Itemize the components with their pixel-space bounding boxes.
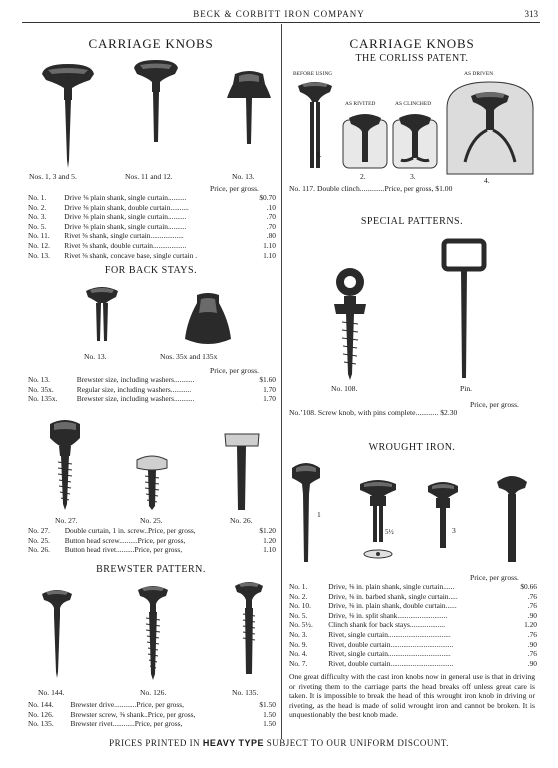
table-row: No. 126. Brewster screw, ⅜ shank..Price, per gross, 1.50: [28, 709, 276, 719]
table-row: No. 1. Drive ⅜ plain shank, single curtain.......... $0.70: [28, 193, 276, 202]
caption-nos-1-3-5: Nos. 1, 3 and 5.: [29, 172, 77, 181]
table-row: No. 5½. Clinch shank for back stays................... 1.20: [289, 620, 537, 630]
caption-no-13: No. 13.: [232, 172, 255, 181]
corliss-as-driven-illustration: [443, 78, 538, 176]
label-as-rivited: AS RIVITED: [345, 101, 376, 107]
knob-27-illustration: [44, 416, 86, 512]
table-row: No. 144. Brewster drive............Price, per gross, $1.50: [28, 700, 276, 709]
table-row: No. 4. Rivet, single curtain.................................. .76: [289, 649, 537, 659]
wrought-fig-label-3: 3: [452, 526, 456, 535]
corliss-patent-heading: THE CORLISS PATENT.: [355, 53, 469, 64]
screw-knob-108-illustration: [328, 264, 372, 382]
table-row: No. 2. Drive, ⅜ in. barbed shank, single curtain..... .76: [289, 591, 537, 601]
wrought-iron-price-list: [289, 582, 537, 668]
table-row: No. 9. Rivet, double curtain.................................. .90: [289, 639, 537, 649]
knob-1-3-5-illustration: [38, 60, 98, 170]
special-patterns-heading: SPECIAL PATTERNS.: [360, 216, 464, 227]
corliss-price-line: No. 117. Double clinch.............Price, per gross, $1.00: [289, 184, 453, 193]
brewster-pattern-heading: BREWSTER PATTERN.: [96, 564, 206, 575]
knob-13-illustration: [225, 68, 273, 148]
wrought-4-illustration: [495, 470, 529, 564]
table-row: No. 135. Brewster rivet............Price, per gross, 1.50: [28, 719, 276, 729]
page-header: [0, 9, 558, 23]
knob-126-illustration: [134, 582, 172, 682]
screw-knob-price-line: No.’108. Screw knob, with pins complete............ $2.30: [289, 408, 458, 417]
label-before-using: BEFORE USING: [293, 71, 333, 77]
table-row: No. 7. Rivet, double curtain.................................. .90: [289, 658, 537, 668]
table-row: No. 13. Brewster size, including washers........... $1.60: [28, 375, 276, 384]
table-row: No. 26. Button head rivet..........Price, per gross, 1.10: [28, 545, 276, 555]
corliss-before-using-illustration: [292, 78, 338, 176]
table-row: No. 13. Rivet ⅜ shank, concave base, single curtain . 1.10: [28, 250, 276, 260]
table-row: No. 3. Drive ⅜ plain shank, single curtain.......... .70: [28, 212, 276, 222]
corliss-number-4: 4.: [484, 176, 490, 185]
wrought-fig-label-5-half: 5½: [385, 528, 394, 536]
price-per-gross-label: Price, per gross.: [470, 400, 519, 409]
caption-nos-11-12: Nos. 11 and 12.: [125, 172, 173, 181]
brewster-price-list: [28, 700, 276, 729]
back-stays-heading: FOR BACK STAYS.: [104, 265, 198, 276]
knob-144-illustration: [38, 586, 76, 682]
corliss-as-rivited-illustration: [341, 108, 389, 170]
header-rule: [22, 22, 540, 23]
table-row: No. 27. Double curtain, 1 in. screw..Price, per gross, $1.20: [28, 526, 276, 535]
backstay-13-illustration: [82, 283, 122, 345]
corliss-number-2: 2.: [360, 172, 366, 181]
screw-knobs-price-list: [28, 526, 276, 555]
table-row: No. 2. Drive ⅜ plain shank, double curtain.......... .10: [28, 202, 276, 212]
knob-25-illustration: [134, 452, 170, 512]
page-number: 313: [524, 9, 538, 19]
knob-11-12-illustration: [131, 58, 181, 148]
caption-pin: Pin.: [460, 384, 473, 393]
caption-no-26: No. 26.: [230, 516, 253, 525]
table-row: No. 12. Rivet ⅜ shank, double curtain.................. 1.10: [28, 240, 276, 250]
price-per-gross-label: Price, per gross.: [210, 184, 259, 193]
knob-135-illustration: [231, 578, 267, 682]
corliss-as-clinched-illustration: [391, 108, 439, 170]
caption-no-108: No. 108.: [331, 384, 358, 393]
carriage-knobs-heading-right: CARRIAGE KNOBS: [349, 36, 475, 51]
pin-illustration: [441, 238, 487, 380]
caption-backstay-35x: Nos. 35x and 135x: [160, 352, 218, 361]
wrought-fig-label-1: 1: [317, 510, 321, 519]
corliss-number-1: 1.: [316, 150, 322, 159]
table-row: No. 5. Drive ⅜ plain shank, single curtain.......... .70: [28, 221, 276, 231]
carriage-knobs-heading: CARRIAGE KNOBS: [88, 36, 214, 51]
wrought-5-half-illustration: [356, 476, 400, 560]
table-row: No. 135x. Brewster size, including washers........... 1.70: [28, 394, 276, 404]
footer-text-post: SUBJECT TO OUR UNIFORM DISCOUNT.: [266, 738, 449, 748]
wrought-3-illustration: [424, 478, 462, 550]
footer-text-pre: PRICES PRINTED IN: [109, 738, 201, 748]
table-row: No. 35x. Regular size, including washers........... 1.70: [28, 384, 276, 394]
wrought-iron-heading: WROUGHT IRON.: [368, 442, 456, 453]
label-as-driven: AS DRIVEN: [464, 71, 494, 77]
table-row: No. 10. Drive, ⅜ in. plain shank, double curtain...... .76: [289, 601, 537, 611]
caption-no-135: No. 135.: [232, 688, 259, 697]
price-per-gross-label: Price, per gross.: [470, 573, 519, 582]
backstay-35x-135x-illustration: [183, 293, 233, 351]
knob-26-illustration: [222, 430, 262, 514]
price-per-gross-label: Price, per gross.: [210, 366, 259, 375]
footer-heavy-type: HEAVY TYPE: [202, 738, 265, 748]
column-divider: [281, 24, 282, 739]
table-row: No. 25. Button head screw..........Price, per gross, 1.20: [28, 535, 276, 545]
label-as-clinched: AS CLINCHED: [395, 101, 432, 107]
carriage-knobs-price-list: [28, 193, 276, 260]
back-stays-price-list: [28, 375, 276, 404]
caption-no-126: No. 126.: [140, 688, 167, 697]
table-row: No. 3. Rivet, single curtain.................................. .76: [289, 629, 537, 639]
wrought-fig-label-4: 4: [523, 508, 527, 517]
caption-no-27: No. 27.: [55, 516, 78, 525]
table-row: No. 1. Drive, ⅜ in. plain shank, single curtain...... $0.66: [289, 582, 537, 591]
corliss-number-3: 3.: [410, 172, 416, 181]
discount-footer: [0, 738, 558, 748]
caption-no-144: No. 144.: [38, 688, 65, 697]
table-row: No. 5. Drive, ⅜ in. split shank........................... .90: [289, 610, 537, 620]
table-row: No. 11. Rivet ⅜ shank, single curtain.................. .80: [28, 231, 276, 241]
caption-no-25: No. 25.: [140, 516, 163, 525]
caption-backstay-13: No. 13.: [84, 352, 107, 361]
wrought-iron-description: One great difficulty with the cast iron knobs now in general use is that in driving or riveting them to the carriage parts the head breaks off unless great care is taken. It is impossible to break the head of this wrought iron knob in driving or riveting, as the head is made of solid wrought iron and cannot be broken. It is unquestionably the best knob made.: [289, 672, 535, 720]
company-name: BECK & CORBITT IRON COMPANY: [193, 9, 365, 19]
